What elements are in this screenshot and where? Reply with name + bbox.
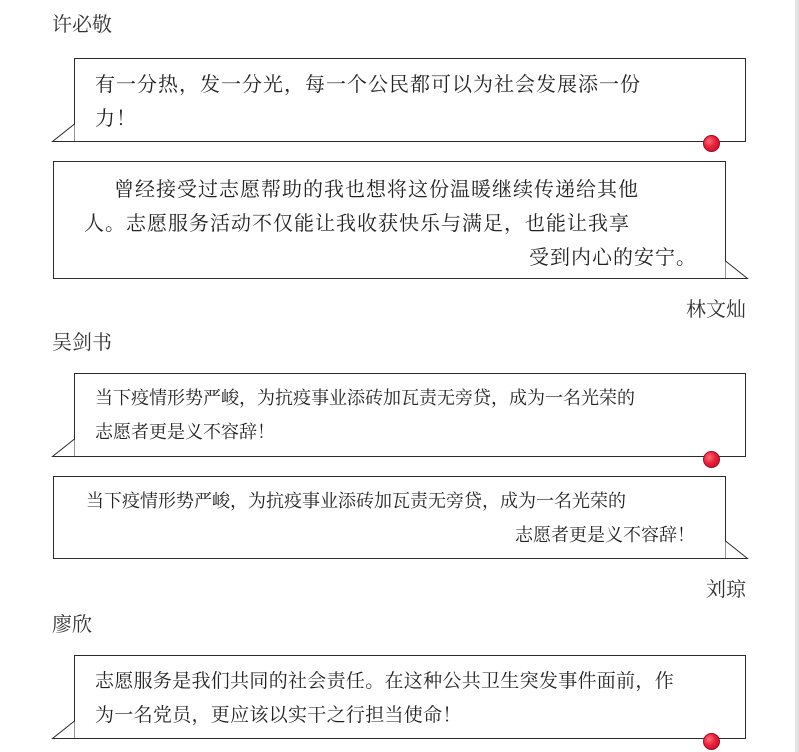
quote-bubble-right [53,476,726,559]
bubble-tail-right [724,541,748,561]
red-dot-icon [703,733,720,750]
page-edge [795,0,799,752]
author-name: 刘琼 [706,577,746,601]
quote-bubble-left [74,655,746,739]
author-name: 林文灿 [686,297,746,321]
quote-text: 志愿者更是义不容辞！ [515,525,695,546]
quote-text: 志愿服务是我们共同的社会责任。在这种公共卫生突发事件面前，作 为一名党员，更应该以实干之行担当使命！ [95,670,675,726]
quote-bubble-left [74,58,746,142]
red-dot-icon [703,135,720,152]
quote-bubble-left [74,373,746,457]
quote-text: 曾经接受过志愿帮助的我也想将这份温暖继续传递给其他 [114,177,639,201]
quote-text: 当下疫情形势严峻，为抗疫事业添砖加瓦责无旁贷，成为一名光荣的 志愿者更是义不容辞！ [95,388,635,443]
author-name: 吴剑书 [52,330,112,354]
quote-text: 有一分热，发一分光，每一个公民都可以为社会发展添一份 力！ [95,72,641,130]
quote-text: 人。志愿服务活动不仅能让我收获快乐与满足，也能让我享 [84,211,630,235]
bubble-tail-left [52,439,76,459]
quote-bubble-right [53,161,726,279]
bubble-tail-left [52,721,76,741]
quote-text: 当下疫情形势严峻，为抗疫事业添砖加瓦责无旁贷，成为一名光荣的 [86,491,626,512]
quote-text: 受到内心的安宁。 [529,245,697,269]
bubble-tail-right [724,261,748,281]
bubble-tail-left [52,124,76,144]
author-name: 廖欣 [52,612,92,636]
red-dot-icon [703,451,720,468]
author-name: 许必敬 [52,12,112,36]
